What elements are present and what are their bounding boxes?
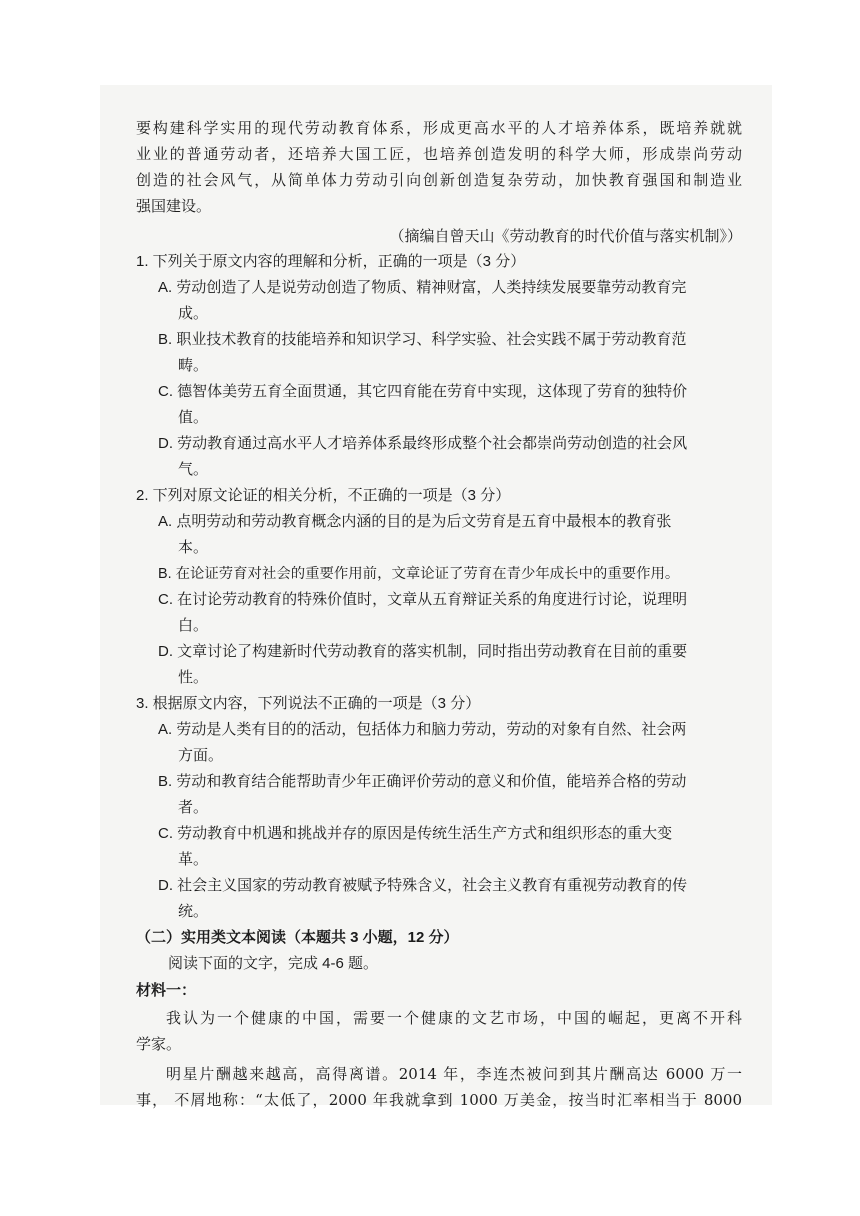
intro-line: 创造的社会风气，从简单体力劳动引向创新创造复杂劳动，加快教育强国和制造业 [136, 171, 742, 189]
intro-line: 业业的普通劳动者，还培养大国工匠，也培养创造发明的科学大师，形成崇尚劳动 [136, 145, 742, 163]
intro-line: 要构建科学实用的现代劳动教育体系，形成更高水平的人才培养体系，既培养就就 [136, 119, 742, 137]
question-option: D. 社会主义国家的劳动教育被赋予特殊含义，社会主义教育有重视劳动教育的传 [158, 877, 688, 894]
question-option-cont: 方面。 [178, 747, 224, 764]
question-stem: 2. 下列对原文论证的相关分析，不正确的一项是（3 分） [136, 487, 511, 504]
question-option-cont: 畴。 [178, 357, 209, 374]
material-paragraph-line: 明星片酬越来越高，高得离谱。2014 年，李连杰被问到其片酬高达 6000 万一 [166, 1065, 742, 1083]
question-option: A. 劳动是人类有目的的活动，包括体力和脑力劳动，劳动的对象有自然、社会两 [158, 721, 687, 738]
question-option-cont: 本。 [178, 539, 209, 556]
question-option-cont: 值。 [178, 409, 209, 426]
section-heading: （二）实用类文本阅读（本题共 3 小题，12 分） [136, 929, 459, 946]
question-option: D. 劳动教育通过高水平人才培养体系最终形成整个社会都崇尚劳动创造的社会风 [158, 435, 688, 452]
question-stem: 3. 根据原文内容，下列说法不正确的一项是（3 分） [136, 695, 481, 712]
material-paragraph-line: 事， 不屑地称：“太低了，2000 年我就拿到 1000 万美金，按当时汇率相当于 8000 [136, 1091, 742, 1109]
question-option-cont: 统。 [178, 903, 209, 920]
material-paragraph-line: 我认为一个健康的中国，需要一个健康的文艺市场，中国的崛起，更离不开科 [166, 1009, 742, 1027]
question-stem: 1. 下列关于原文内容的理解和分析，正确的一项是（3 分） [136, 253, 526, 270]
question-option-cont: 性。 [178, 669, 209, 686]
material-paragraph-line: 学家。 [136, 1035, 182, 1053]
question-option-cont: 气。 [178, 461, 209, 478]
question-option: C. 德智体美劳五育全面贯通，其它四育能在劳育中实现，这体现了劳育的独特价 [158, 383, 688, 400]
question-option: B. 在论证劳育对社会的重要作用前，文章论证了劳育在青少年成长中的重要作用。 [158, 566, 680, 582]
question-option: C. 在讨论劳动教育的特殊价值时，文章从五育辩证关系的角度进行讨论，说理明 [158, 591, 688, 608]
question-option: C. 劳动教育中机遇和挑战并存的原因是传统生活生产方式和组织形态的重大变 [158, 825, 673, 842]
section-instruction: 阅读下面的文字，完成 4-6 题。 [168, 955, 379, 972]
question-option: B. 职业技术教育的技能培养和知识学习、科学实验、社会实践不属于劳动教育范 [158, 331, 687, 348]
question-option-cont: 者。 [178, 799, 209, 816]
source-citation: （摘编自曾天山《劳动教育的时代价值与落实机制》） [389, 227, 742, 245]
question-option-cont: 成。 [178, 305, 209, 322]
question-option-cont: 革。 [178, 851, 209, 868]
material-label: 材料一： [136, 981, 197, 999]
question-option: D. 文章讨论了构建新时代劳动教育的落实机制，同时指出劳动教育在目前的重要 [158, 643, 688, 660]
question-option: A. 点明劳动和劳动教育概念内涵的目的是为后文劳育是五育中最根本的教育张 [158, 513, 672, 530]
question-option: B. 劳动和教育结合能帮助青少年正确评价劳动的意义和价值，能培养合格的劳动 [158, 773, 687, 790]
intro-line: 强国建设。 [136, 197, 212, 215]
question-option-cont: 白。 [178, 617, 209, 634]
question-option: A. 劳动创造了人是说劳动创造了物质、精神财富，人类持续发展要靠劳动教育完 [158, 279, 687, 296]
